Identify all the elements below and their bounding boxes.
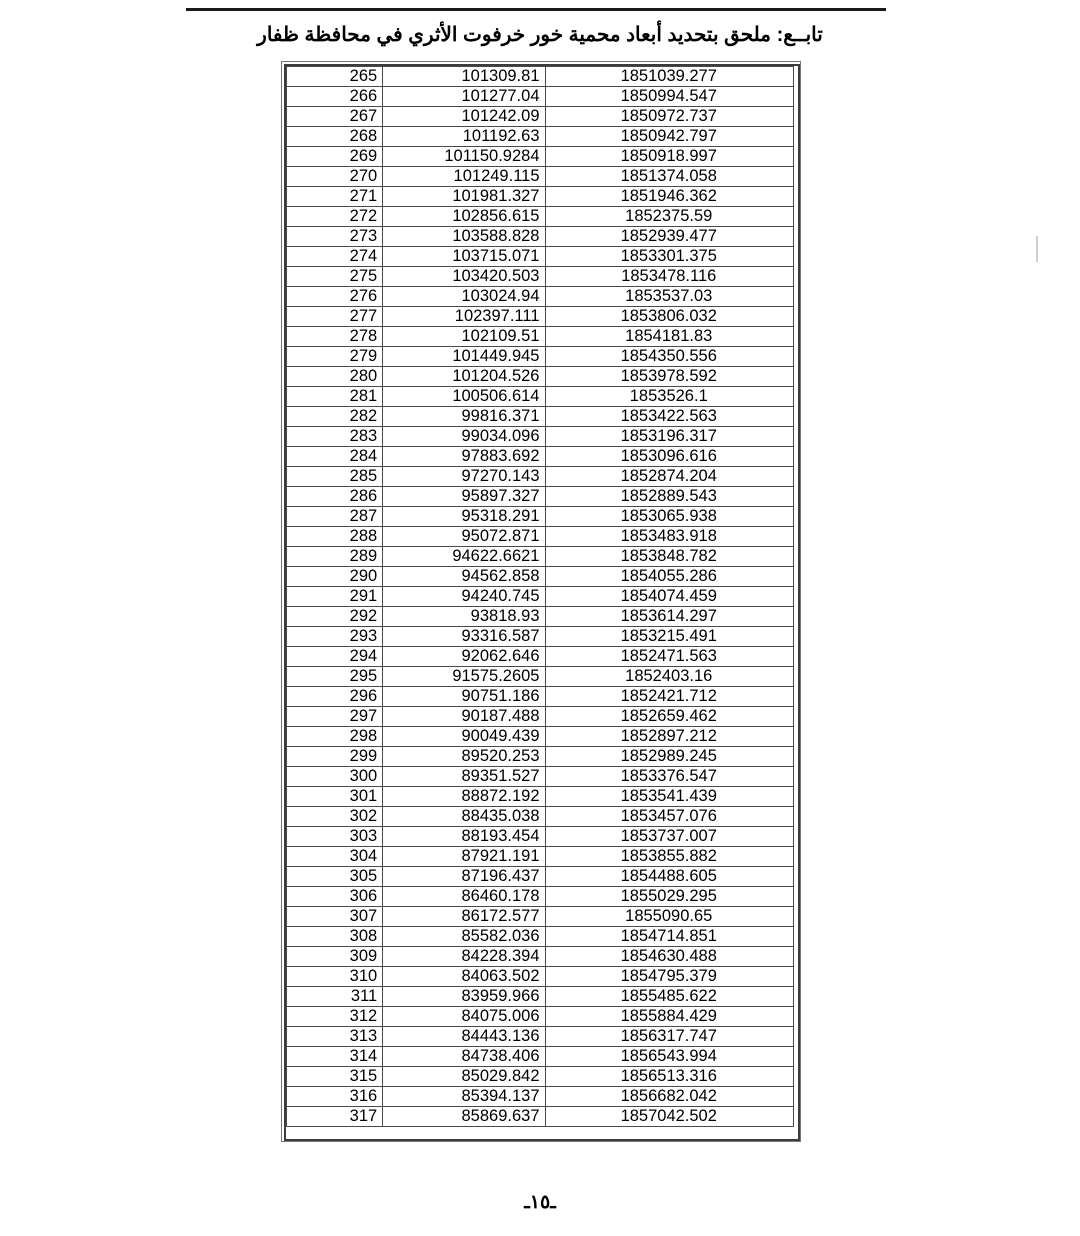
cell-easting: 94562.858 [383,567,545,587]
table-row [287,687,794,707]
table-row [287,367,794,387]
cell-id: 280 [287,367,383,387]
cell-northing: 1852659.462 [545,707,794,727]
table-row [287,427,794,447]
cell-easting: 84228.394 [383,947,545,967]
header-rule [186,8,886,11]
cell-northing: 1853196.317 [545,427,794,447]
cell-northing: 1854181.83 [545,327,794,347]
table-row [287,747,794,767]
cell-northing: 1853215.491 [545,627,794,647]
cell-id: 308 [287,927,383,947]
table-row [287,827,794,847]
cell-id: 292 [287,607,383,627]
table-row [287,867,794,887]
cell-northing: 1854055.286 [545,567,794,587]
table-row [287,627,794,647]
cell-id: 278 [287,327,383,347]
table-row [287,1107,794,1127]
cell-id: 307 [287,907,383,927]
table-row [287,567,794,587]
scan-edge-artifact [1036,236,1038,262]
cell-easting: 101449.945 [383,347,545,367]
cell-easting: 101277.04 [383,87,545,107]
cell-easting: 101150.9284 [383,147,545,167]
cell-easting: 90751.186 [383,687,545,707]
cell-id: 315 [287,1067,383,1087]
cell-northing: 1855485.622 [545,987,794,1007]
cell-northing: 1852897.212 [545,727,794,747]
cell-northing: 1855884.429 [545,1007,794,1027]
cell-easting: 85394.137 [383,1087,545,1107]
cell-northing: 1853065.938 [545,507,794,527]
table-row [287,727,794,747]
cell-northing: 1854488.605 [545,867,794,887]
table-row [287,887,794,907]
cell-northing: 1853376.547 [545,767,794,787]
cell-easting: 101249.115 [383,167,545,187]
cell-id: 281 [287,387,383,407]
cell-id: 305 [287,867,383,887]
table-row [287,447,794,467]
cell-easting: 88435.038 [383,807,545,827]
table-row [287,667,794,687]
cell-id: 291 [287,587,383,607]
page-title-text: ملحق بتحديد أبعاد محمية خور خرفوت الأثري في محافظة ظفار [257,24,772,46]
cell-id: 268 [287,127,383,147]
table-row [287,807,794,827]
cell-northing: 1853537.03 [545,287,794,307]
cell-id: 276 [287,287,383,307]
cell-easting: 85029.842 [383,1067,545,1087]
table-row [287,147,794,167]
table-row [287,1027,794,1047]
cell-id: 285 [287,467,383,487]
cell-northing: 1854714.851 [545,927,794,947]
cell-id: 297 [287,707,383,727]
cell-easting: 102397.111 [383,307,545,327]
cell-easting: 87196.437 [383,867,545,887]
table-row [287,907,794,927]
cell-id: 312 [287,1007,383,1027]
cell-northing: 1852889.543 [545,487,794,507]
cell-northing: 1850942.797 [545,127,794,147]
cell-id: 287 [287,507,383,527]
cell-easting: 89520.253 [383,747,545,767]
table-row [287,607,794,627]
table-row [287,947,794,967]
cell-id: 269 [287,147,383,167]
cell-id: 282 [287,407,383,427]
cell-id: 275 [287,267,383,287]
table-row [287,467,794,487]
cell-northing: 1853848.782 [545,547,794,567]
cell-easting: 103024.94 [383,287,545,307]
cell-northing: 1853806.032 [545,307,794,327]
cell-northing: 1853978.592 [545,367,794,387]
cell-easting: 97883.692 [383,447,545,467]
cell-easting: 91575.2605 [383,667,545,687]
cell-id: 265 [287,67,383,87]
cell-easting: 103715.071 [383,247,545,267]
cell-id: 314 [287,1047,383,1067]
cell-northing: 1853614.297 [545,607,794,627]
cell-id: 277 [287,307,383,327]
table-row [287,787,794,807]
cell-id: 309 [287,947,383,967]
cell-northing: 1852403.16 [545,667,794,687]
cell-easting: 95072.871 [383,527,545,547]
cell-easting: 101204.526 [383,367,545,387]
cell-easting: 101309.81 [383,67,545,87]
table-row [287,407,794,427]
cell-northing: 1853457.076 [545,807,794,827]
cell-easting: 101192.63 [383,127,545,147]
cell-id: 302 [287,807,383,827]
cell-easting: 86460.178 [383,887,545,907]
cell-easting: 103588.828 [383,227,545,247]
table-row [287,847,794,867]
table-row [287,167,794,187]
cell-easting: 94240.745 [383,587,545,607]
cell-id: 283 [287,427,383,447]
cell-id: 301 [287,787,383,807]
cell-id: 266 [287,87,383,107]
cell-easting: 94622.6621 [383,547,545,567]
table-row [287,1007,794,1027]
cell-easting: 90049.439 [383,727,545,747]
cell-northing: 1853737.007 [545,827,794,847]
cell-id: 300 [287,767,383,787]
cell-easting: 83959.966 [383,987,545,1007]
table-row [287,287,794,307]
cell-easting: 84063.502 [383,967,545,987]
cell-northing: 1856317.747 [545,1027,794,1047]
coordinates-table-container [286,66,794,1127]
table-row [287,107,794,127]
cell-id: 296 [287,687,383,707]
cell-easting: 101981.327 [383,187,545,207]
cell-id: 274 [287,247,383,267]
table-row [287,347,794,367]
table-row [287,1087,794,1107]
cell-id: 303 [287,827,383,847]
table-row [287,307,794,327]
cell-id: 289 [287,547,383,567]
cell-easting: 90187.488 [383,707,545,727]
cell-easting: 99816.371 [383,407,545,427]
table-row [287,1067,794,1087]
table-row [287,227,794,247]
cell-id: 313 [287,1027,383,1047]
table-row [287,187,794,207]
cell-northing: 1856682.042 [545,1087,794,1107]
cell-northing: 1850994.547 [545,87,794,107]
cell-easting: 102856.615 [383,207,545,227]
table-row [287,967,794,987]
cell-id: 298 [287,727,383,747]
cell-id: 273 [287,227,383,247]
cell-northing: 1853526.1 [545,387,794,407]
cell-id: 288 [287,527,383,547]
cell-northing: 1853855.882 [545,847,794,867]
table-row [287,767,794,787]
cell-northing: 1852471.563 [545,647,794,667]
cell-id: 293 [287,627,383,647]
table-row [287,267,794,287]
cell-northing: 1855029.295 [545,887,794,907]
table-row [287,87,794,107]
cell-easting: 103420.503 [383,267,545,287]
cell-easting: 93316.587 [383,627,545,647]
cell-id: 306 [287,887,383,907]
cell-northing: 1854795.379 [545,967,794,987]
table-row [287,527,794,547]
table-row [287,67,794,87]
cell-id: 294 [287,647,383,667]
page-title-lead: تابــع: [776,24,823,46]
cell-easting: 97270.143 [383,467,545,487]
page-title [0,22,1080,47]
cell-northing: 1853096.616 [545,447,794,467]
cell-easting: 84738.406 [383,1047,545,1067]
cell-easting: 102109.51 [383,327,545,347]
cell-easting: 88193.454 [383,827,545,847]
table-row [287,207,794,227]
cell-northing: 1854350.556 [545,347,794,367]
table-row [287,327,794,347]
table-row [287,487,794,507]
cell-id: 304 [287,847,383,867]
cell-id: 310 [287,967,383,987]
cell-easting: 85582.036 [383,927,545,947]
cell-id: 267 [287,107,383,127]
cell-northing: 1853483.918 [545,527,794,547]
cell-easting: 101242.09 [383,107,545,127]
cell-easting: 85869.637 [383,1107,545,1127]
cell-northing: 1851039.277 [545,67,794,87]
cell-easting: 95897.327 [383,487,545,507]
cell-northing: 1851946.362 [545,187,794,207]
cell-easting: 89351.527 [383,767,545,787]
cell-northing: 1853301.375 [545,247,794,267]
cell-easting: 95318.291 [383,507,545,527]
cell-id: 299 [287,747,383,767]
cell-easting: 93818.93 [383,607,545,627]
cell-northing: 1850918.997 [545,147,794,167]
cell-northing: 1856513.316 [545,1067,794,1087]
cell-id: 271 [287,187,383,207]
cell-northing: 1852874.204 [545,467,794,487]
table-row [287,547,794,567]
cell-northing: 1853541.439 [545,787,794,807]
cell-id: 279 [287,347,383,367]
cell-easting: 84075.006 [383,1007,545,1027]
table-row [287,987,794,1007]
table-row [287,927,794,947]
cell-id: 317 [287,1107,383,1127]
cell-id: 316 [287,1087,383,1107]
cell-northing: 1855090.65 [545,907,794,927]
cell-northing: 1852421.712 [545,687,794,707]
cell-id: 270 [287,167,383,187]
table-row [287,507,794,527]
cell-id: 284 [287,447,383,467]
cell-id: 311 [287,987,383,1007]
cell-northing: 1851374.058 [545,167,794,187]
table-row [287,587,794,607]
cell-northing: 1850972.737 [545,107,794,127]
cell-easting: 86172.577 [383,907,545,927]
cell-northing: 1854074.459 [545,587,794,607]
cell-easting: 92062.646 [383,647,545,667]
cell-northing: 1853422.563 [545,407,794,427]
cell-northing: 1857042.502 [545,1107,794,1127]
cell-easting: 100506.614 [383,387,545,407]
table-row [287,1047,794,1067]
cell-id: 272 [287,207,383,227]
table-row [287,647,794,667]
cell-easting: 99034.096 [383,427,545,447]
cell-northing: 1852939.477 [545,227,794,247]
table-row [287,387,794,407]
cell-northing: 1854630.488 [545,947,794,967]
cell-id: 295 [287,667,383,687]
cell-northing: 1853478.116 [545,267,794,287]
cell-easting: 87921.191 [383,847,545,867]
cell-northing: 1852375.59 [545,207,794,227]
cell-northing: 1856543.994 [545,1047,794,1067]
cell-northing: 1852989.245 [545,747,794,767]
coordinates-table [286,66,794,1127]
cell-easting: 88872.192 [383,787,545,807]
cell-id: 290 [287,567,383,587]
table-row [287,247,794,267]
table-row [287,707,794,727]
cell-easting: 84443.136 [383,1027,545,1047]
page-number: ـ١٥ـ [524,1192,556,1213]
table-row [287,127,794,147]
cell-id: 286 [287,487,383,507]
coordinates-table-body [287,67,794,1127]
